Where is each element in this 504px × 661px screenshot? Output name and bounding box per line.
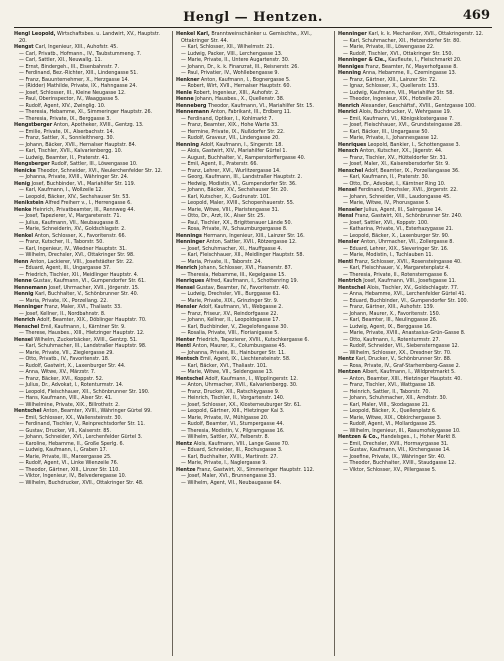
entry-surname: Hensch (338, 148, 359, 154)
entry-details: — Georg, Kaufmann, III., Landstraßer Hauptstr. 2. (181, 174, 303, 180)
entry-details: — Emilie, Private, IX., Alserbachstr. 14. (19, 128, 115, 135)
entry-details: — Ernst, Bindergeh., III., Eisenbahnstr. 7. (19, 63, 120, 70)
entry-details: — Rosalia, Private, VIII., Florianigasse 5. (181, 330, 279, 336)
entry-details: Alfred Freiherr v., I., Herrengasse 6. (45, 200, 132, 206)
entry-details: — August, Buchhalter, V., Ramperstorffergasse 40. (181, 154, 306, 161)
entry-details: Ferdinand, Drechsler, XVII., Jörgerstr. 22. (358, 187, 458, 193)
entry-details: — Ferdinand, Optiker, I., Kohlmarkt 7. (181, 115, 274, 122)
entry-details: — Johann, Bäcker, XV., Sechshauser Str. 20. (181, 187, 289, 193)
entry-details: — Friedrich, Tischler, XII., Meidlinger Hauptstr. 4. (19, 271, 139, 278)
entry-details: — Marie, Private, III., Marxergasse 25. (19, 453, 112, 460)
entry-details: — Karl, Buchhalter, XVIII., Martinstr. 27. (181, 453, 278, 460)
entry-details: Franz, Schlosser, XVII., Rosensteingasse 40. (354, 258, 462, 265)
entry-details: — Hermine, Private, IX., Nußdorfer Str. 22. (181, 128, 285, 135)
entry-details: Anton, Maurer, X., Columbusgasse 45. (192, 343, 287, 349)
entry-surname: Henniges (338, 63, 364, 70)
entry-details: — Emil, Drechsler, XVII., Hormayrgasse 31. (343, 440, 449, 447)
entry-details: Anton, Kutscher, XX., Jägerstr. 44. (359, 148, 443, 154)
entry-details: — Johann, Dr., k. k. Finanzrat, III., Reisnerstr. 26. (181, 63, 299, 70)
entry-surname: Henter (176, 336, 195, 343)
entry-details: — Ludwig, Agent, IX., Berggasse 16. (343, 323, 432, 330)
entry-details: — Karl, Kaufmann, I., Wollzeile 12. (19, 187, 104, 193)
entry-details: — Rudolf, Agent, VI., Mollardgasse 25. (343, 421, 437, 427)
entry-surname: Hengstberger (14, 122, 53, 128)
entry-details: — Ludwig, Beamter, II., Praterstr. 41. (19, 154, 110, 161)
entry-surname: Henicke (14, 167, 36, 174)
entry-details: — Wilhelm, Agent, VII., Neubaugasse 64. (181, 479, 282, 486)
entry-surname: Henle (176, 89, 192, 96)
entry-details: Adolf, Kaufmann, I., Singerstr. 18. (200, 141, 283, 148)
entry-details: — Karl, Maler, VIII., Skodagasse 21. (343, 401, 430, 408)
entry-details: — Rudolf, Agent, XIV., Zwinglig. 10. (19, 102, 106, 109)
entry-surname: Henschel (14, 323, 40, 330)
entry-details: Anton, Lackierer, VIII., Josefstädter Str. 22. (29, 258, 134, 265)
entry-details: — Marie, Witwe, XIX., Obkirchergasse 3. (343, 414, 442, 421)
directory-entry (14, 31, 168, 44)
entry-details: — Josefine, Private, IX., Währinger Str. 40. (343, 453, 446, 460)
entry-details: Franz, Gastwirt, XII., Schönbrunner Str. 240. (355, 213, 463, 219)
entry-surname: Henneberg (176, 102, 207, 109)
entry-details: — Otto, Privatb., IV., Favoritenstr. 18. (19, 356, 110, 362)
entry-surname: Hensl (338, 213, 354, 219)
entry-details: — Anna, Hebamme, XVI., Lerchenfelder Gürtel 41. (343, 291, 467, 297)
entry-details: — Karoline, Hebamme, II., Große Sperlg. 6. (19, 440, 125, 447)
entry-surname: Hensler (176, 304, 198, 310)
entry-details: — Marie, Private, I., Naglergasse 9. (181, 460, 267, 466)
entry-details: Franz, Beamter, IV., Mayerhofgasse 8. (365, 63, 458, 70)
entry-details: — Otto, Dr., Advokat, I., Kärntner Ring 10. (343, 180, 446, 187)
page-header (14, 6, 492, 28)
directory-column-3 (334, 31, 492, 656)
entry-details: — Josef, Kellner, II., Nordbahnstr. 8. (19, 310, 106, 317)
entry-details: Anna, Hebamme, II., Czerningasse 13. (362, 70, 457, 76)
entry-details: — Franz, Sattler, X., Sonnleithnerg. 30. (19, 135, 115, 141)
entry-surname: Hentschel (14, 408, 42, 414)
directory-entry (14, 480, 168, 487)
entry-surname: Hennemann (14, 284, 48, 291)
entry-details: Albert, Kaufmann, I., Wildpretmarkt 5. (362, 369, 456, 375)
entry-details: Karl, k. k. Mechaniker, XVII., Ottakringerstr. 12. (368, 31, 484, 37)
entry-details: — Wilhelmine, Private, XIX., Billrothstr. 2. (19, 401, 120, 408)
entry-details: Julius, Agent, III., Salmgasse 14. (364, 206, 443, 213)
directory-entry (338, 467, 492, 474)
entry-surname: Henninger (176, 239, 205, 245)
entry-details: — Theresia, Hebamme, III., Kegelgasse 15. (181, 271, 286, 278)
entry-details: Wilhelm, Zuckerbäcker, XVIII., Gentzg. 51. (34, 336, 138, 343)
entry-details: — Karl, Bäcker, III., Ungargasse 50. (343, 128, 430, 135)
entry-details: — Otto, Kaufmann, I., Rotenturmstr. 27. (343, 336, 441, 343)
entry-surname: Hensler (338, 239, 360, 245)
entry-surname: Hentz (338, 356, 355, 362)
entry-details: — Franz, Lehrer, XVI., Wurlitzergasse 14. (181, 167, 281, 174)
entry-details: — Emil, Kaufmann, VI., Königsklostergasse 7. (343, 115, 454, 122)
entry-details: Emil, Agent, IX., Liechtensteinstr. 58. (200, 356, 291, 362)
running-head: Hengl — Hentzen. (183, 9, 323, 25)
entry-details: Wirtschaftsbes. u. Landwirt, XV., Hauptstr. 20. (19, 31, 160, 44)
entry-details: — Otto, Dr., Arzt, IX., Alser Str. 25. (181, 213, 265, 219)
entry-details: Rudolf, Sattler, III., Löwengasse 10. (51, 161, 138, 167)
entry-details: Alois, Buchdrucker, V., Wehrgasse 19. (359, 109, 452, 115)
entry-details: Franz, Gastwirt, XI., Simmeringer Hauptstr. 112. (196, 466, 315, 473)
entry-details: — Wilhelm, Drechsler, XVI., Ottakringer Str. 98. (19, 252, 135, 258)
entry-details: — Anton, Uhrmacher, XVII., Kalvarienbergg. 30. (181, 382, 298, 388)
entry-details: — Gustav, Kaufmann, VII., Kirchengasse 14. (343, 447, 451, 453)
directory-entry (176, 31, 330, 44)
entry-details: — Alois, Gastwirt, XIV., Mariahilfer Gürtel 1. (181, 148, 288, 154)
header-rule (14, 27, 492, 28)
entry-details: — Marie, Witwe, IV., Phorusgasse 5. (343, 200, 431, 206)
entry-surname: Hentsch (176, 356, 199, 362)
entry-details: — Rosa, Private, IV., Schaumburgergasse 8. (181, 226, 288, 232)
entry-details: — Karl, Beamter, III., Neulinggasse 26. (343, 317, 438, 323)
entry-details: — Hans, Kaufmann, VIII., Alser Str. 41. (19, 395, 113, 401)
entry-surname: Hentl (338, 258, 353, 265)
entry-details: — Marie, Witwe, VII., Seidengasse 13. (181, 369, 274, 375)
entry-details: — Leopold, Bäcker, XIV., Sechshauser Str. 53. (19, 193, 130, 200)
entry-details: — Leopold, Gärtner, XIII., Hietzinger Kai 3. (181, 408, 285, 414)
entry-surname: Henriques (338, 141, 367, 148)
entry-details: — Karl, Kaufmann, II., Praterstr. 30. (343, 174, 430, 180)
entry-surname: Henke (14, 206, 32, 213)
entry-surname: Hentrich (338, 278, 362, 284)
directory-column-2 (172, 31, 330, 656)
entry-surname: Hentschel (176, 375, 204, 382)
entry-details: Anton, Beamter, XVIII., Währinger Gürtel 99. (43, 408, 152, 414)
entry-details: — Carl, Privatb., Hofmann., IV., Taubstummeng. 7. (19, 50, 142, 57)
entry-details: — Rudolf, Agent, VI., Linke Wienzeile 76. (19, 460, 119, 466)
entry-surname: Henrich (14, 317, 36, 323)
entry-details: Robert, Ingenieur, XIII., Auhofstr. 2. (193, 89, 280, 96)
entry-details: — Ferdinand, Bez.-Richter, XIII., Lindengasse 51. (19, 70, 138, 76)
entry-surname: Hentzen (338, 369, 361, 375)
entry-details: Gustav, Beamter, IV., Favoritenstr. 40. (196, 284, 290, 291)
entry-details: Branntweinschänker u. Gemischtw., XVI., Ottakringer Str. 44. (181, 31, 312, 44)
entry-details: — Karl, Tischler, XVII., Kalvarienbergg. 10. (19, 148, 123, 154)
entry-details: — Karl, Schlosser, XII., Wilhelmstr. 21. (181, 44, 274, 50)
entry-details: — Franz, Drucker, XII., Ratschkygasse 9. (181, 388, 280, 395)
entry-details: Handelsges., I., Hoher Markt 8. (380, 434, 457, 440)
entry-details: — Leopold, Bäcker, X., Laxenburger Str. 90. (343, 232, 450, 239)
entry-details: — Marie, Private, XVIII., Anastasius-Grün-Gasse 8. (343, 330, 466, 336)
entry-details: Anton, Uhrmacher, VII., Zollergasse 8. (360, 239, 454, 245)
entry-details: Leopold, Bankier, I., Schottengasse 3. (367, 141, 461, 148)
entry-surname: Henning (176, 141, 200, 148)
entry-details: Josef, Kaufmann, VIII., Josefsgasse 11. (363, 278, 457, 284)
entry-details: — Paul, Privatier, IV., Wohllebengasse 9. (181, 70, 280, 76)
entry-surname: Hengst (14, 44, 34, 50)
entry-details: Kaufleute, I., Fleischmarkt 20. (388, 57, 462, 63)
entry-details: — Leopold, Maler, XVIII., Schopenhauerstr. 55. (181, 200, 295, 206)
entry-details: — Viktor, Schlosser, XV., Pillergasse 5. (343, 466, 437, 473)
entry-details: Karl, Buchhalter, V., Schönbrunner Str. 40. (35, 291, 139, 297)
entry-details: — Marie, Private, III., Löwengasse 22. (343, 44, 435, 50)
entry-surname: Henrich (176, 265, 198, 271)
entry-surname: Hentl (176, 343, 191, 349)
entry-details: — Johann, Schuhmacher, XII., Arndtstr. 30. (343, 395, 448, 401)
entry-details: — Karl, Ingenieur, IV., Wiedner Hauptstr. 31. (19, 245, 127, 252)
entry-details: Theodor, Schneider, XVI., Neulerchenfelder Str. 12. (37, 167, 163, 174)
entry-details: — Anton, Beamter, XIII., Hietzinger Hauptstr. 40. (343, 375, 462, 382)
entry-details: Josef, Buchbinder, VI., Mariahilfer Str. 119. (31, 180, 136, 187)
entry-details: — Marie, Private, I., Johannesgasse 12. (343, 135, 439, 141)
entry-details: — Wilhelm, Buchdrucker, XVII., Ottakringer Str. 48. (19, 479, 144, 486)
entry-details: — Rudolf, Tischler, XVI., Ottakringer Str. 150. (343, 50, 454, 57)
entry-details: — Theodor, Buchhalter, XVIII., Staudgasse 12. (343, 460, 456, 466)
entry-surname: Henkel Karl, (176, 31, 210, 37)
entry-details: — Franz, Kutscher, II., Taborstr. 50. (19, 239, 104, 245)
entry-surname: Henkel (14, 232, 34, 239)
entry-details: Johann, Hausbes., X., Quellenstr. 38. (195, 96, 285, 102)
entry-details: — Johanna, Private, XVIII., Währinger Str. 24. (19, 174, 129, 180)
entry-details: — Josef, Schlosser, III., Kleine Neugasse 12. (19, 89, 126, 96)
entry-details: Adolf, Kaufmann, I., Wipplingerstr. 12. (205, 375, 298, 382)
entry-surname: Henning (338, 70, 362, 76)
entry-details: — Franz, Gärtner, XIII., Lainzer Str. 72. (343, 76, 437, 83)
entry-details: — Wilhelm, Schlosser, XX., Dresdner Str. 70. (343, 349, 452, 356)
entry-surname: Henninger (14, 304, 43, 310)
entry-details: — Emil, Agent, II., Praterstr. 66. (181, 161, 258, 167)
entry-details: Anton, Sattler, XVII., Rötzergasse 12. (206, 239, 297, 245)
entry-details: — Josef, Schuhmacher, XI., Hauffgasse 4. (181, 245, 283, 252)
entry-surname: Henig (14, 180, 31, 187)
entry-details: — Gustav, Drucker, VII., Kaiserstr. 85. (19, 427, 112, 434)
entry-details: — Ludwig, Kaufmann, VII., Mariahilfer Str. 58. (343, 89, 454, 96)
entry-details: — Johann, Schneider, VIII., Laudongasse 45. (343, 193, 451, 200)
entry-details: — Franz, Tischler, XV., Hütteldorfer Str. 31. (343, 154, 448, 161)
entry-surname: Hensel (176, 284, 195, 291)
entry-details: — Wilhelm, Ingenieur, III., Rasumofskygasse 10. (343, 427, 461, 434)
entry-details: — Marie, Private, XIX., Grinzinger Str. 9. (181, 297, 279, 304)
entry-details: — Marie, Private, VII., Zieglergasse 29. (19, 349, 114, 356)
entry-details: — Ludwig, Kaufmann, I., Graben 17. (19, 447, 108, 453)
entry-details: — Josef, Tapezierer, V., Margaretenstr. 71. (19, 213, 121, 219)
entry-details: — Eduard, Schneider, III., Rochusgasse 3. (181, 447, 283, 453)
entry-details: — Theresia, Private, II., Rotensterngasse 6. (343, 271, 449, 278)
entry-details: — Rudolf, Beamter, VI., Stumpergasse 44. (181, 421, 285, 427)
entry-details: — Paul, Oberinspector, IV., Waaggasse 5. (19, 96, 120, 102)
entry-details: Anton, Apotheker, XVIII., Gentzg. 13. (53, 122, 144, 128)
entry-details: — Julius, Kaufmann, VII., Neubaugasse 8. (19, 219, 120, 226)
entry-details: — Johann, Bäcker, XVII., Hernalser Hauptstr. 84. (19, 141, 137, 148)
directory-column-1 (14, 31, 168, 656)
entry-details: — Ludwig, Drechsler, VII., Burggasse 61. (181, 291, 281, 297)
entry-details: Johann, Schlosser, XVI., Hasnerstr. 87. (198, 265, 293, 271)
entry-details: Adolf, Beamter, XIX., Döblinger Hauptstr. 70. (36, 317, 147, 323)
entry-details: — (Ridder) Mathilde, Private, IX., Hahngasse 24. (19, 83, 138, 89)
entry-details: — Rudolf, Schneider, VII., Siebensterngasse 12. (343, 343, 460, 349)
entry-details: Alois, Tischler, XV., Goldschlagstr. 77. (367, 284, 459, 291)
entry-details: — Heinrich, Sattler, II., Taborstr. 70. (343, 388, 431, 395)
entry-details: — Maria, Private, IX., Porzellang. 22. (19, 297, 108, 304)
entry-surname: Henriques (176, 278, 205, 284)
entry-details: — Marie, Private, II., Untere Augartenstr. 30. (181, 57, 290, 63)
entry-details: — Franz, Gärtner, XIII., Auhofstr. 139. (343, 304, 435, 310)
entry-details: Anton, Kaufmann, I., Bognergasse 5. (200, 76, 291, 83)
entry-surname: Hentz (176, 440, 193, 447)
entry-details: — Franz, Tischler, XVI., Wattgasse 18. (343, 382, 436, 388)
entry-details: — Anna, Witwe, XV., Märzstr. 7. (19, 369, 96, 375)
entry-details: — Rudolf, Gastwirt, X., Laxenburger Str. 44. (19, 362, 126, 369)
entry-surname: Hentze (176, 466, 196, 473)
entry-surname: Hennig (14, 291, 34, 297)
entry-surname: Hennemann (176, 109, 210, 115)
entry-details: — Theresia, Modistin, V., Pilgramgasse 16. (181, 427, 285, 434)
entry-details: — Ludwig, Packer, VIII., Lerchengasse 13. (181, 50, 283, 57)
entry-details: — Rudolf, Graveur, VII., Lindengasse 20. (181, 135, 280, 141)
entry-details: Anton, Schlosser, X., Favoritenstr. 66. (34, 232, 127, 239)
directory-entry (176, 480, 330, 487)
entry-details: — Johann, Maurer, X., Favoritenstr. 150. (343, 310, 441, 317)
entry-details: — Theresia, Private, IX., Berggasse 3. (19, 115, 111, 122)
entry-details: Adolf, Kaufmann, VI., Webgasse 2. (198, 304, 283, 310)
entry-details: — Emil, Schlosser, XX., Wallensteinstr. 30. (19, 414, 123, 421)
entry-details: — Theodor, Gärtner, XIII., Linzer Str. 110. (19, 466, 120, 473)
entry-details: Theodor, Kaufmann, VI., Mariahilfer Str. 15. (207, 102, 314, 109)
entry-surname: Hensel (338, 187, 357, 193)
entry-details: — Hedwig, Modistin, VI., Gumpendorfer Str. 36. (181, 180, 297, 187)
entry-details: — Franz, Bauunternehmer, X., Herzgasse 14. (19, 76, 130, 83)
page-number: 469 (462, 8, 490, 23)
entry-details: — Josef, Fleischhauer, XVI., Grundsteingasse 28. (343, 122, 462, 128)
entry-details: — Josef, Sattler, XVI., Koppstr. 100. (343, 219, 429, 226)
entry-details: — Johann, Kellner, II., Leopoldsgasse 17. (181, 317, 281, 323)
entry-details: Alois, Kaufmann, VIII., Lange Gasse 70. (193, 440, 290, 447)
entry-details: Friedrich, Tapezierer, XVIII., Kutschkergasse 6. (196, 336, 310, 343)
entry-details: — Carl, Sattler, XII., Neuwallg. 11. (19, 57, 103, 63)
entry-surname: Hentschel (338, 284, 366, 291)
entry-surname: Henseler (338, 206, 363, 213)
entry-surname: Henn (14, 258, 29, 265)
entry-details: — Josef, Maler, XVI., Brunnengasse 33. (181, 473, 277, 479)
entry-details: — Franz, Friseur, XV., Reindorfgasse 22. (181, 310, 279, 317)
entry-details: — Karl, Buchbinder, V., Ziegelofengasse 30. (181, 323, 289, 330)
entry-details: — Katharina, Private, VI., Esterhazygasse 21. (343, 226, 454, 232)
entry-details: — Marie, Witwe, VIII., Piaristengasse 31. (181, 206, 280, 213)
entry-details: Adolf, Beamter, IX., Porzellangasse 36. (364, 167, 460, 174)
entry-details: — Eduard, Buchbinder, VI., Gumpendorfer Str. 100. (343, 297, 469, 304)
entry-details: Carl, Ingenieur, XIII., Auhofstr. 45. (35, 44, 118, 50)
entry-surname: Hensel (14, 336, 33, 343)
entry-surname: Hentzen & Co., (338, 434, 380, 440)
entry-details: — Julius, Dr., Advokat, I., Rotenturmstr. 14. (19, 382, 124, 388)
entry-surname: Hennings (176, 232, 202, 239)
entry-surname: Henninger (338, 31, 367, 37)
entry-details: Hermann, Ingenieur, XIII., Lainzer Str. 16. (203, 232, 305, 239)
entry-details: Alfred, Kaufmann, I., Schottenring 19. (205, 278, 299, 284)
entry-details: — Ignaz, Schlosser, X., Quellenstr. 133. (343, 83, 440, 89)
entry-surname: Henne (14, 278, 32, 284)
entry-details: — Johanna, Private, III., Hainburger Str. 11. (181, 349, 286, 356)
entry-details: — Josef, Schlosser, XX., Klosterneuburger Str. 61. (181, 401, 302, 408)
entry-details: — Johann, Schneider, XVI., Lerchenfelder Gürtel 3. (19, 434, 143, 440)
entry-details: Emil, Kaufmann, I., Kärntner Str. 9. (40, 323, 126, 330)
directory-columns (14, 31, 492, 656)
entry-details: — Heinrich, Tischler, II., Vorgartenstr. 140. (181, 395, 285, 401)
entry-details: — Eduard, Agent, III., Ungargasse 37. (19, 265, 111, 271)
entry-details: Gustav, Kaufmann, VI., Gumpendorfer Str. 61. (33, 278, 146, 284)
entry-details: — Theodor, Ingenieur, XIX., Hofzeile 20. (343, 96, 441, 102)
entry-surname: Henkner (176, 76, 200, 83)
entry-details: — Theresia, Hebamme, XI., Simmeringer Hauptstr. 26. (19, 109, 153, 115)
entry-details: Anton, Fabrikant, III., Erdberg 11. (210, 109, 292, 115)
entry-surname: Henschel (338, 167, 364, 174)
entry-details: — Viktor, Ingenieur, IV., Belvederegasse 10. (19, 473, 127, 479)
entry-surname: Henne (176, 96, 194, 102)
entry-details: — Franz, Beamter, XIX., Hohe Warte 33. (181, 122, 279, 128)
entry-details: — Leopold, Bäcker, X., Quellenplatz 6. (343, 408, 437, 414)
entry-surname: Henrici (338, 109, 358, 115)
entry-details: — Karl, Kutscher, X., Gudrunstr. 101. (181, 193, 271, 200)
entry-details: — Rosa, Private, IV., Graf-Starhemberg-Gasse 2. (343, 362, 461, 369)
entry-details: — Marie, Schneiderin, XV., Goldschlagstr. 2. (19, 226, 126, 232)
entry-details: — Ferdinand, Tischler, V., Reinprechtsdorfer Str. 11. (19, 421, 145, 427)
entry-surname: Hengl Leopold, (14, 31, 56, 37)
entry-details: — Franz, Bäcker, XVI., Koppstr. 52. (19, 375, 104, 382)
entry-details: — Karl, Fleischhauer, V., Margaretenplatz 4. (343, 265, 450, 271)
entry-details: — Paul, Tischler, XX., Brigittenauer Lände 50. (181, 219, 293, 226)
entry-surname: Henninger & Cie., (338, 57, 387, 63)
entry-details: — Therese, Hausbes., XIII., Hietzinger Hauptstr. 12. (19, 330, 145, 336)
entry-details: — Karl, Schuhmacher, XII., Hetzendorfer Str. 80. (343, 37, 461, 44)
entry-details: Josef, Uhrmacher, XVII., Jörgerstr. 15. (48, 284, 140, 291)
entry-details: Karl, Drucker, V., Schönbrunner Str. 88. (355, 356, 452, 362)
entry-details: Alexander, Geschäftsf., XVIII., Gentzgasse 100. (360, 102, 476, 109)
entry-details: — Marie, Private, IV., Mühlgasse 20. (181, 414, 269, 421)
entry-details: — Josef, Maler, XI., Kaiserebersdorfer Str. 9. (343, 161, 450, 167)
entry-details: — Leopold, Fleischhauer, XII., Schönbrunner Str. 190. (19, 388, 150, 395)
entry-details: — Eduard, Lehrer, XIX., Sieveringer Str. 16. (343, 245, 449, 252)
entry-surname: Hengsberger (14, 161, 50, 167)
entry-details: — Maria, Private, II., Taborstr. 24. (181, 258, 263, 265)
entry-surname: Henikstein (14, 200, 44, 206)
entry-details: — Robert, Wirt, XVII., Hernalser Hauptstr. 60. (181, 83, 292, 89)
entry-details: — Karl, Bäcker, XVI., Thaliastr. 101. (181, 362, 268, 369)
entry-details: — Karl, Schuhmacher, III., Landstraßer Hauptstr. 98. (19, 343, 147, 349)
entry-surname: Henrich (338, 102, 360, 109)
entry-details: — Marie, Modistin, I., Tuchlauben 11. (343, 252, 434, 258)
entry-details: Franz, Maler, XVI., Thaliastr. 33. (44, 304, 122, 310)
entry-details: — Karl, Fleischhauer, XII., Meidlinger Hauptstr. 58. (181, 252, 305, 258)
entry-details: — Wilhelm, Sattler, XV., Felberstr. 8. (181, 434, 270, 440)
entry-details: Heinrich, Privatbeamter, III., Rennweg 44. (32, 206, 136, 213)
